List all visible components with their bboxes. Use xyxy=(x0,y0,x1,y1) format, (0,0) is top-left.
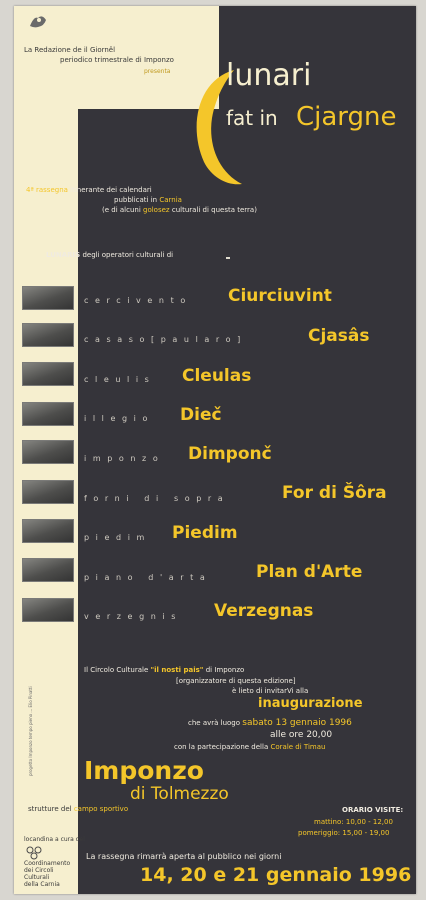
pomeriggio-label: pomeriggio: xyxy=(298,829,341,837)
intro-line3-prefix: (e di alcuni xyxy=(102,206,141,214)
place-big-diec: Dieč xyxy=(180,405,222,425)
intro-carnia: Carnia xyxy=(159,196,182,204)
place-small-cleulis: cleulis xyxy=(84,375,156,384)
mattino-label: mattino: xyxy=(314,818,344,826)
circolo-name: "il nosti pais" xyxy=(150,666,204,674)
lunaris-rest: degli operatori culturali di xyxy=(82,251,174,259)
strutture-prefix: strutture del xyxy=(28,805,72,813)
place-big-plan-darte: Plan d'Arte xyxy=(256,562,363,582)
town-name: Imponzo xyxy=(84,756,204,785)
place-small-piedim: piedim xyxy=(84,533,151,542)
photo-imponzo xyxy=(22,440,74,464)
side-caption: progetto Imponzo tempo pieno ... Elio Pinatti xyxy=(28,686,33,776)
intro-ordinal: 4ª rassegna xyxy=(26,186,68,194)
lunaris-word: LUNARIS xyxy=(46,251,81,259)
place-small-cercivento: cercivento xyxy=(84,296,192,305)
intro-line2-prefix: pubblicati in xyxy=(114,196,158,204)
title-fat-in: fat in xyxy=(226,106,278,130)
place-small-imponzo: imponzo xyxy=(84,454,165,463)
place-big-dimponc: Dimponč xyxy=(188,444,272,464)
redazione-line1: La Redazione de il Giornêl xyxy=(24,46,116,54)
town-sub: di Tolmezzo xyxy=(130,784,229,804)
mattino-time: 10,00 - 12,00 xyxy=(345,818,393,826)
locandina-label: locandina a cura del xyxy=(24,836,85,843)
coordinamento-logo-icon xyxy=(26,846,42,860)
presenta-label: presenta xyxy=(144,68,171,75)
circolo-line2: [organizzatore di questa edizione] xyxy=(176,677,296,685)
coord-line4: della Carnia xyxy=(24,881,60,888)
circolo-corale: Corale di Timau xyxy=(270,743,326,751)
place-big-for-di-sora: For di Šôra xyxy=(282,483,387,503)
title-lunari: lunari xyxy=(226,58,312,93)
place-big-cjasas: Cjasâs xyxy=(308,326,370,346)
poster xyxy=(14,6,416,894)
circolo-prefix: Il Circolo Culturale xyxy=(84,666,149,674)
place-small-piano: piano d'arta xyxy=(84,573,212,582)
strutture-place: campo sportivo xyxy=(73,805,129,813)
place-big-cleulas: Cleulas xyxy=(182,366,252,386)
title-cjargne: Cjargne xyxy=(296,102,397,132)
coord-line2: dei Circoli xyxy=(24,867,54,874)
place-big-verzegnas: Verzegnas xyxy=(214,601,314,621)
circolo-partecipazione: con la partecipazione della xyxy=(174,743,269,751)
coordinamento-block xyxy=(24,860,70,888)
place-small-casaso: casaso[paularo] xyxy=(84,335,247,344)
circolo-suffix: di Imponzo xyxy=(205,666,245,674)
circolo-date: sabato 13 gennaio 1996 xyxy=(242,718,352,728)
place-small-verzegnis: verzegnis xyxy=(84,612,183,621)
place-small-forni: forni di sopra xyxy=(84,494,230,503)
circolo-luogo: che avrà luogo xyxy=(188,719,241,727)
intro-line1: itinerante dei calendari xyxy=(70,186,152,194)
photo-verzegnis xyxy=(22,598,74,622)
place-big-piedim: Piedim xyxy=(172,523,238,543)
pomeriggio-time: 15,00 - 19,00 xyxy=(342,829,390,837)
orario-title: ORARIO VISITE: xyxy=(342,806,404,814)
divider-dot xyxy=(226,257,230,259)
giornel-logo-icon xyxy=(28,12,48,30)
coord-line1: Coordinamento xyxy=(24,860,71,867)
photo-piano xyxy=(22,558,74,582)
footer-dates: 14, 20 e 21 gennaio 1996 xyxy=(140,864,412,886)
title-il: il xyxy=(202,38,216,60)
footer-open-line: La rassegna rimarrà aperta al pubblico nei giorni xyxy=(86,852,282,861)
intro-line3-rest: culturali di questa terra) xyxy=(171,206,257,214)
photo-casaso xyxy=(22,323,74,347)
photo-forni xyxy=(22,480,74,504)
photo-cercivento xyxy=(22,286,74,310)
intro-golosez: golosez xyxy=(143,206,170,214)
circolo-ore: alle ore 20,00 xyxy=(270,730,333,740)
photo-cleulis xyxy=(22,362,74,386)
place-small-illegio: illegio xyxy=(84,414,154,423)
redazione-line2: periodico trimestrale di Imponzo xyxy=(60,56,174,64)
circolo-line3: è lieto di invitarVi alla xyxy=(232,687,309,695)
photo-piedim xyxy=(22,519,74,543)
place-big-ciurciuvint: Ciurciuvint xyxy=(228,286,332,306)
photo-illegio xyxy=(22,402,74,426)
inaugurazione: inaugurazione xyxy=(258,696,363,711)
coord-line3: Culturali xyxy=(24,874,50,881)
